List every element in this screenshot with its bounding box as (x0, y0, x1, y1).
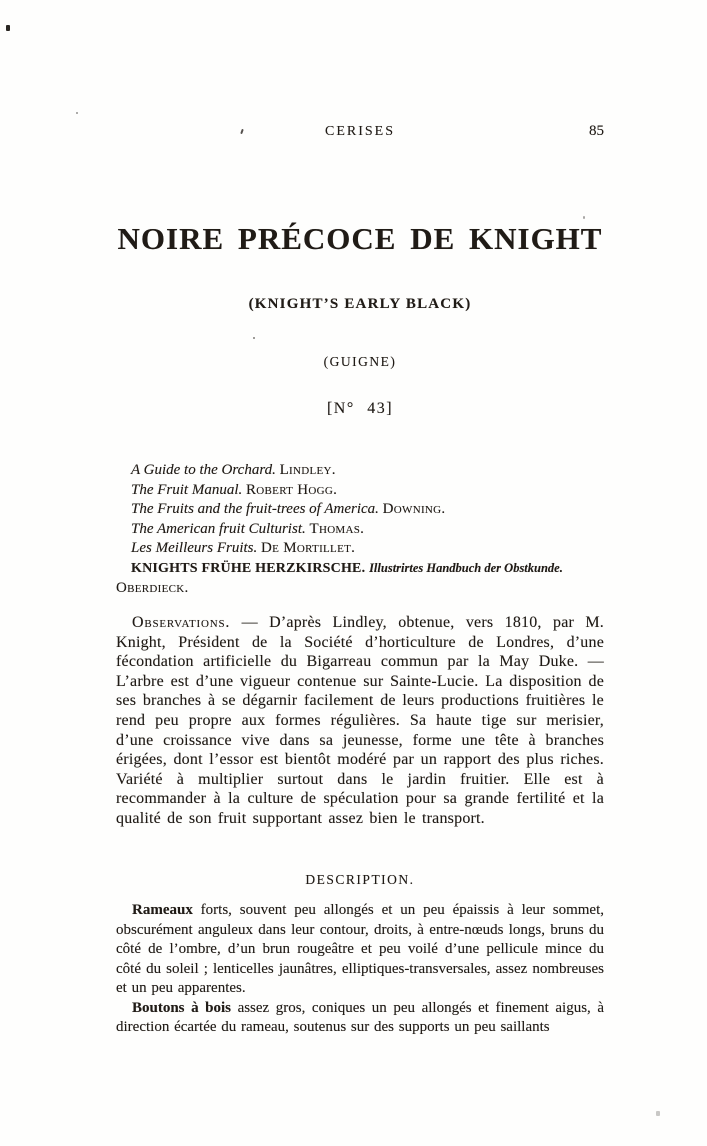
reference-item (116, 481, 604, 501)
reference-title: Illustrirtes Handbuch der Obstkunde. (369, 560, 563, 575)
reference-title: Les Meilleurs Fruits. (131, 540, 258, 557)
reference-title: The Fruit Manual. (131, 481, 243, 498)
paragraph-text: assez gros, coniques un peu allongés et finement aigus, à direction écartée du rameau, soutenus sur des supports un peu saillants (116, 999, 605, 1035)
scan-artifact (583, 216, 585, 219)
reference-item (116, 539, 604, 559)
paragraph-text: forts, souvent peu allongés et un peu épaissis à leur sommet, obscurément anguleux dans leur contour, droits, à entre-nœuds longs, bruns du côté de l’ombre, d’un brun rougeâtre et peu voilé d’une pellicule mince du côté du soleil ; lenticelles jaunâtres, elliptiques-transversales, assez nombreuses et un peu apparentes. (116, 902, 604, 996)
reference-author: Robert Hogg. (246, 481, 338, 498)
description-section (116, 901, 604, 1038)
observations-text: — D’après Lindley, obtenue, vers 1810, par M. Knight, Président de la Société d’horticulture de Londres, d’une fécondation artificielle du Bigarreau commun par la May Duke. — L’arbre est d’une vigueur contenue sur Sainte-Lucie. La disposition de ses branches à se dégarnir facilement de leurs productions fruitières le rend peu propre aux formes régulières. Sa haute tige sur merisier, d’une croissance vive dans sa jeunesse, forme une tête à branches érigées, dont l’essor est bientôt modéré par un rapport des plus riches. Variété à multiplier surtout dans le jardin fruitier. Elle est à recommander à la culture de spéculation pour sa grande fertilité et la qualité de son fruit supportant assez bien le transport. (116, 614, 605, 827)
page-number: 85 (589, 123, 604, 139)
scan-artifact (656, 1111, 660, 1116)
reference-german-name: KNIGHTS FRÜHE HERZKIRSCHE. (131, 560, 366, 576)
reference-author: De Mortillet. (261, 540, 356, 557)
reference-author: Oberdieck. (116, 579, 189, 596)
reference-title: A Guide to the Orchard. (131, 462, 276, 478)
page-title: NOIRE PRÉCOCE DE KNIGHT (117, 221, 603, 256)
paragraph-lead-word: Boutons à bois (132, 999, 231, 1016)
scan-artifact (6, 25, 10, 31)
observations-label: Observations. (132, 614, 231, 631)
description-heading: DESCRIPTION. (305, 872, 415, 887)
reference-author: Lindley. (279, 462, 336, 478)
scan-artifact (76, 112, 78, 114)
reference-item (116, 559, 604, 598)
reference-author: Downing. (382, 501, 446, 518)
reference-author: Thomas. (309, 520, 365, 537)
description-paragraph-rameaux (116, 901, 604, 999)
reference-item (116, 461, 604, 481)
reference-title: The Fruits and the fruit-trees of America. (131, 501, 379, 518)
reference-list (116, 461, 604, 598)
observations-paragraph (116, 613, 604, 829)
running-header: CERISES (324, 124, 395, 139)
synonym-subtitle: (KNIGHT’S EARLY BLACK) (248, 296, 472, 312)
fruit-category-subtitle: (GUIGNE) (323, 354, 397, 369)
catalog-number: [N° 43] (326, 400, 394, 417)
description-paragraph-boutons (116, 999, 604, 1038)
reference-item (116, 520, 604, 540)
reference-title: The American fruit Culturist. (131, 520, 306, 537)
paragraph-lead-word: Rameaux (132, 902, 193, 918)
reference-item (116, 500, 604, 520)
scan-artifact (253, 337, 255, 339)
